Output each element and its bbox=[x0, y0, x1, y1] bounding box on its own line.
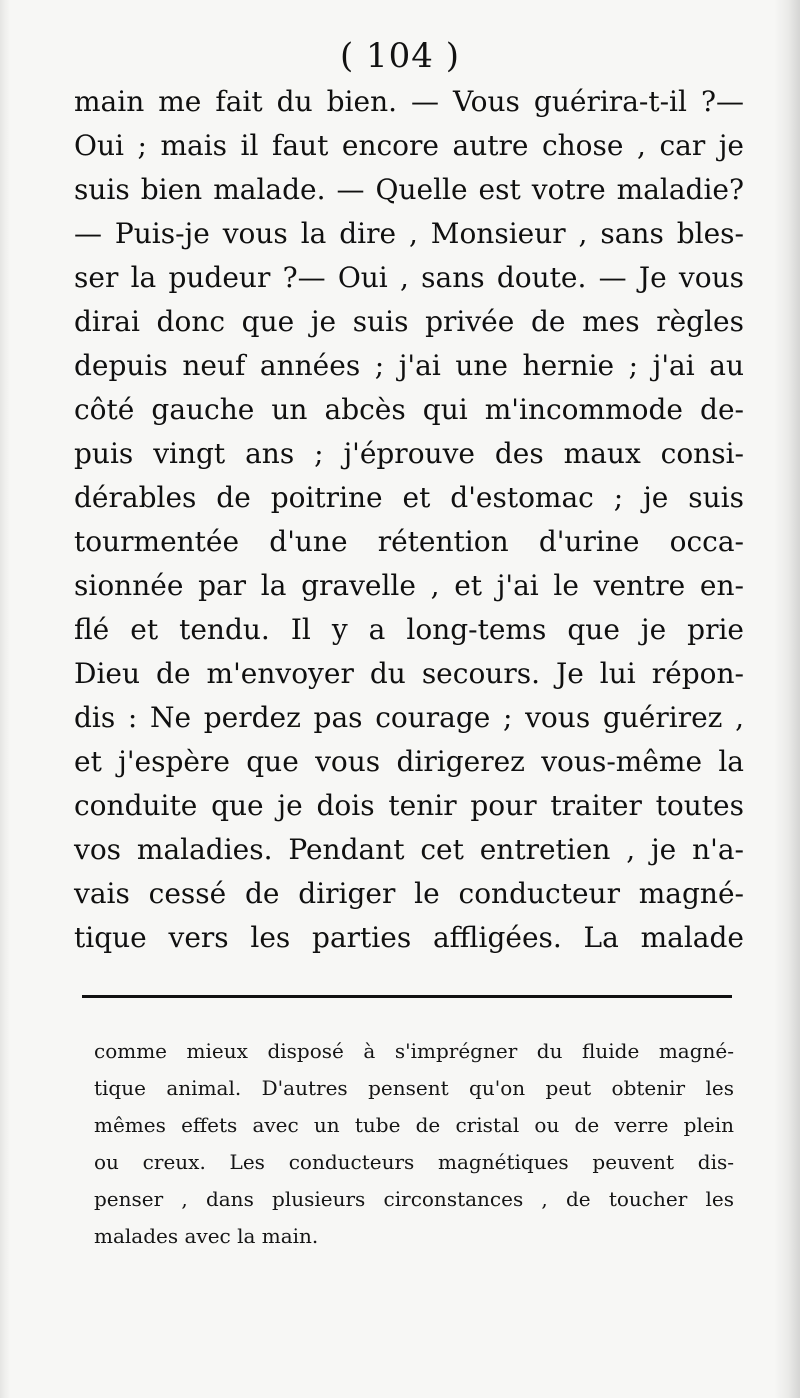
text-line: conduite que je dois tenir pour traiter toutes bbox=[74, 789, 744, 822]
text-line: suis bien malade. — Quelle est votre maladie? bbox=[74, 173, 744, 206]
text-line: Oui ; mais il faut encore autre chose , car je bbox=[74, 129, 744, 162]
text-line: sionnée par la gravelle , et j'ai le ventre en- bbox=[74, 569, 744, 602]
footnote-line: penser , dans plusieurs circonstances , de toucher les bbox=[94, 1187, 734, 1211]
text-line: dis : Ne perdez pas courage ; vous guérirez , bbox=[74, 701, 744, 734]
footnote-line: comme mieux disposé à s'imprégner du fluide magné- bbox=[94, 1039, 734, 1063]
text-line: vais cessé de diriger le conducteur magné- bbox=[74, 877, 744, 910]
text-line: vos maladies. Pendant cet entretien , je n'a- bbox=[74, 833, 744, 866]
footnote-separator-rule bbox=[82, 995, 732, 998]
text-line: flé et tendu. Il y a long-tems que je prie bbox=[74, 613, 744, 646]
text-line: tique vers les parties affligées. La malade bbox=[74, 921, 744, 954]
text-line: depuis neuf années ; j'ai une hernie ; j'ai au bbox=[74, 349, 744, 382]
text-line: Dieu de m'envoyer du secours. Je lui répon- bbox=[74, 657, 744, 690]
text-line: dirai donc que je suis privée de mes règles bbox=[74, 305, 744, 338]
footnote-block bbox=[94, 1033, 734, 1255]
text-line: main me fait du bien. — Vous guérira-t-il ?— bbox=[74, 85, 744, 118]
footnote-line: tique animal. D'autres pensent qu'on peut obtenir les bbox=[94, 1076, 734, 1100]
text-line: dérables de poitrine et d'estomac ; je suis bbox=[74, 481, 744, 514]
text-line: et j'espère que vous dirigerez vous-même la bbox=[74, 745, 744, 778]
footnote-line: mêmes effets avec un tube de cristal ou de verre plein bbox=[94, 1113, 734, 1137]
footnote-line: ou creux. Les conducteurs magnétiques peuvent dis- bbox=[94, 1150, 734, 1174]
text-line: ser la pudeur ?— Oui , sans doute. — Je vous bbox=[74, 261, 744, 294]
text-line: — Puis-je vous la dire , Monsieur , sans bles- bbox=[74, 217, 744, 250]
page-number: ( 104 ) bbox=[339, 36, 461, 76]
main-text-block bbox=[74, 80, 744, 960]
text-line: côté gauche un abcès qui m'incommode de- bbox=[74, 393, 744, 426]
page-right-edge-shadow bbox=[774, 0, 800, 1398]
footnote-line: malades avec la main. bbox=[94, 1224, 319, 1248]
text-line: puis vingt ans ; j'éprouve des maux consi- bbox=[74, 437, 744, 470]
text-line: tourmentée d'une rétention d'urine occa- bbox=[74, 525, 744, 558]
page-left-shadow bbox=[0, 0, 10, 1398]
